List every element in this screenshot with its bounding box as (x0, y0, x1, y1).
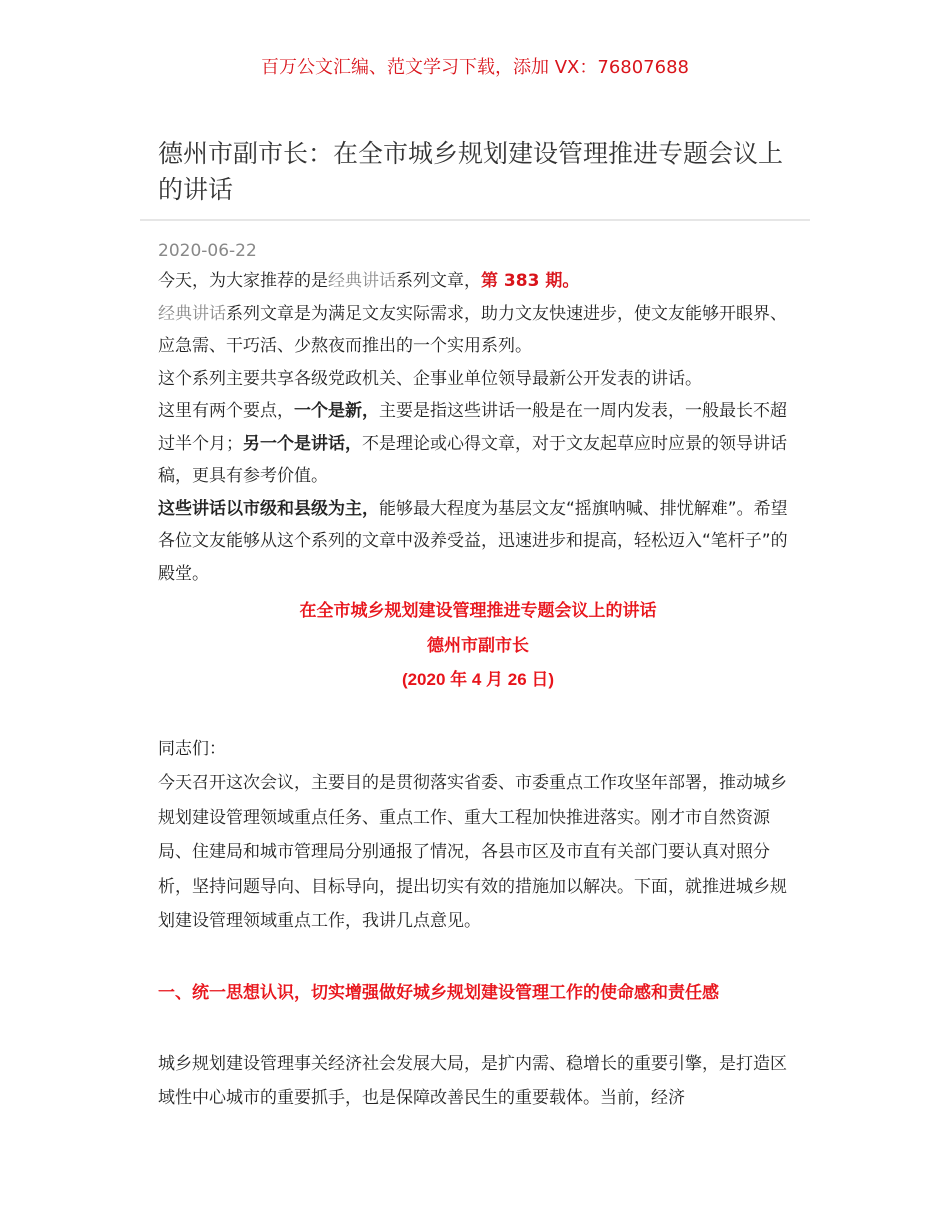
salutation: 同志们： (158, 738, 226, 759)
opening-paragraph: 今天召开这次会议，主要目的是贯彻落实省委、市委重点工作攻坚年部署，推动城乡规划建设管理领域重点任务、重点工作、重大工程加快推进落实。刚才市自然资源局、住建局和城市管理局分别通报了情况，各县市区及市直有关部门要认真对照分析，坚持问题导向、目标导向，提出切实有效的措施加以解决。下面，就推进城乡规划建设管理领域重点工作，我讲几点意见。 (158, 773, 787, 931)
speech-title: 在全市城乡规划建设管理推进专题会议上的讲话 (299, 601, 657, 620)
intro-p5-bold: 这些讲话以市级和县级为主， (158, 498, 379, 519)
speech-date: (2020 年 4 月 26 日) (401, 670, 555, 689)
section-1-heading: 一、统一思想认识，切实增强做好城乡规划建设管理工作的使命感和责任感 (158, 982, 719, 1003)
issue-number: 第 383 期。 (481, 271, 580, 291)
intro-middle: 系列文章， (396, 271, 481, 291)
section-1-paragraph: 城乡规划建设管理事关经济社会发展大局，是扩内需、稳增长的重要引擎，是打造区域性中心城市的重要抓手，也是保障改善民生的重要载体。当前，经济 (158, 1053, 787, 1108)
intro-paragraph-2 (158, 298, 798, 363)
title-divider (140, 219, 810, 221)
intro-p4-c: 主要是指这些讲话一般是在一周内发表，一般最长不超过半个月； (158, 401, 787, 454)
intro-paragraph-3: 这个系列主要共享各级党政机关、企事业单位领导最新公开发表的讲话。 (158, 368, 702, 389)
speech-header (158, 594, 798, 698)
intro-p2-text: 系列文章是为满足文友实际需求，助力文友快速进步，使文友能够开眼界、应急需、干巧活、少熬夜而推出的一个实用系列。 (158, 303, 787, 356)
intro-paragraph-5 (158, 493, 798, 591)
intro-p4-e: 不是理论或心得文章，对于文友起草应时应景的领导讲话稿，更具有参考价值。 (158, 433, 787, 486)
promo-banner (0, 55, 950, 81)
intro-paragraph-4 (158, 395, 798, 493)
speech-body (158, 732, 798, 1116)
intro-p4-a: 这里有两个要点， (158, 401, 294, 421)
article-title: 德州市副市长：在全市城乡规划建设管理推进专题会议上的讲话 (158, 139, 784, 204)
intro-section (158, 265, 798, 590)
article-date: 2020-06-22 (158, 241, 257, 261)
series-name: 经典讲话 (158, 303, 226, 324)
point-speech: 另一个是讲话， (243, 433, 362, 454)
series-name: 经典讲话 (328, 271, 396, 291)
intro-p5-text: 能够最大程度为基层文友“摇旗呐喊、排忧解难”。希望各位文友能够从这个系列的文章中汲养受益，迅速进步和提高，轻松迈入“笔杆子”的殿堂。 (158, 498, 788, 584)
speech-speaker: 德州市副市长 (427, 635, 529, 655)
section-1-body (158, 1047, 798, 1116)
intro-prefix: 今天，为大家推荐的是 (158, 271, 328, 291)
article-content (158, 265, 798, 1116)
point-new: 一个是新， (294, 401, 379, 421)
promo-banner-text: 百万公文汇编、范文学习下载，添加 VX：76807688 (261, 57, 689, 78)
intro-paragraph-1 (158, 265, 798, 298)
